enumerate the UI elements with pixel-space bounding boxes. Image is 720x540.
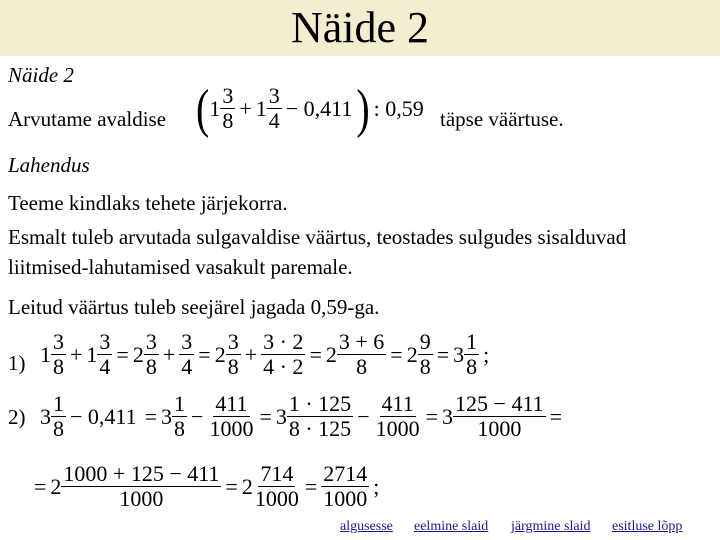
step1-label: 1) (8, 351, 26, 375)
paragraph-2: Esmalt tuleb arvutada sulgavaldise väärtus, teostades sulgudes sisalduvad (8, 225, 627, 249)
slide-subtitle: Näide 2 (8, 63, 74, 87)
nav-prev-link[interactable]: eelmine slaid (414, 519, 489, 534)
expr-a-whole: 1 (209, 95, 221, 121)
nav-end-link[interactable]: esitluse lõpp (612, 519, 683, 534)
expr-a-fraction: $\frac{3}{8}$ (222, 83, 234, 133)
solution-heading: Lahendus (8, 153, 90, 177)
expr-plus: + (239, 95, 252, 121)
slide-title: Näide 2 (290, 3, 430, 52)
step2-equation: 3 $\frac{1}{8}$ − 0,411 = 3 $\frac{1}{8}$ − $\frac{411}{1000}$ = 3 $\frac{1 \cdot 125}{8 \cdot 125}$ − $\frac{411}{1000}$ = 3 $\frac{125 - 411}{1000}$ = (40, 391, 563, 441)
paragraph-1: Teeme kindlaks tehete järjekorra. (8, 191, 288, 215)
nav-next-link[interactable]: järgmine slaid (511, 519, 591, 534)
step1-equation: 1 $\frac{3}{8}$ + 1 $\frac{3}{4}$ = 2 $\frac{3}{8}$ + $\frac{3}{4}$ = 2 $\frac{3}{8}$ + $\frac{3 \cdot 2}{4 \cdot 2}$ = 2 $\frac{3 + 6}{8}$ = 2 $\frac{9}{8}$ = 3 $\frac{1}{8}$ ; (40, 329, 490, 379)
step2-label: 2) (8, 405, 26, 429)
expr-b-fraction: $\frac{3}{4}$ (268, 83, 280, 133)
open-paren: ( (196, 77, 210, 139)
nav-start-link[interactable]: algusesse (340, 519, 393, 534)
paragraph-3: liitmised-lahutamised vasakult paremale. (8, 255, 353, 279)
paragraph-4: Leitud väärtus tuleb seejärel jagada 0,59-ga. (8, 295, 380, 319)
expr-divide: : 0,59 (373, 95, 424, 121)
expr-minus: − 0,411 (285, 95, 353, 121)
task-prefix: Arvutame avaldise (8, 107, 167, 131)
task-expression (196, 77, 428, 139)
task-suffix: täpse väärtuse. (440, 107, 564, 131)
expr-b-whole: 1 (255, 95, 267, 121)
step3-equation: = 2 $\frac{1000 + 125 - 411}{1000}$ = 2 $\frac{714}{1000}$ = $\frac{2714}{1000}$ ; (34, 461, 380, 511)
close-paren: ) (356, 77, 370, 139)
